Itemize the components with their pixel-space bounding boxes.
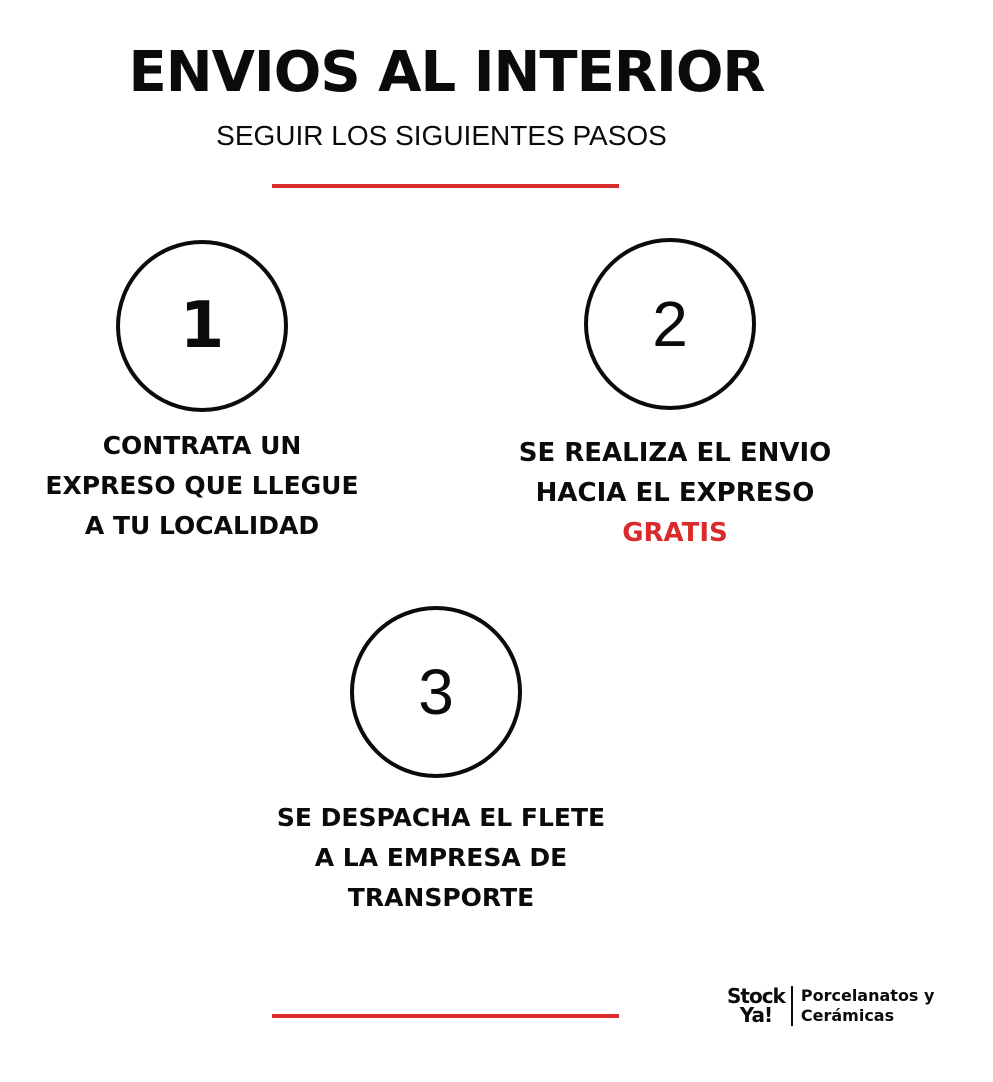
step-1-number: 1: [179, 289, 225, 363]
page-title: ENVIOS AL INTERIOR: [128, 40, 765, 105]
step-1-description: [20, 426, 384, 546]
brand-mark-line-2: Ya!: [739, 1003, 773, 1027]
brand-tagline-line-1: Porcelanatos y: [800, 986, 935, 1005]
brand-mark-line-1: Stock: [727, 984, 785, 1008]
top-divider: [272, 184, 619, 188]
step-2-highlight: GRATIS: [622, 518, 728, 548]
step-3-number: 3: [418, 656, 454, 728]
step-3-circle: [350, 606, 522, 778]
brand-mark: [727, 984, 791, 1027]
page-subtitle: SEGUIR LOS SIGUIENTES PASOS: [216, 120, 667, 151]
step-2-line-1: SE REALIZA EL ENVIO: [518, 438, 832, 468]
step-3-line-2: A LA EMPRESA DE: [314, 843, 568, 872]
step-1-line-3: A TU LOCALIDAD: [84, 511, 320, 540]
step-3-line-3: TRANSPORTE: [347, 883, 535, 912]
step-1-circle: [116, 240, 288, 412]
step-2-line-2: HACIA EL EXPRESO: [535, 478, 815, 508]
brand-tagline-line-2: Cerámicas: [800, 1006, 895, 1025]
step-2-description: [490, 433, 860, 553]
bottom-divider: [272, 1014, 619, 1018]
step-1-line-1: CONTRATA UN: [102, 431, 302, 460]
step-2-number: 2: [652, 288, 688, 360]
brand-logo: [727, 986, 934, 1026]
brand-tagline: [801, 986, 935, 1026]
step-1-line-2: EXPRESO QUE LLEGUE: [45, 471, 359, 500]
step-2-circle: [584, 238, 756, 410]
step-3-description: [256, 798, 626, 918]
brand-separator: [791, 986, 793, 1026]
step-3-line-1: SE DESPACHA EL FLETE: [276, 803, 606, 832]
